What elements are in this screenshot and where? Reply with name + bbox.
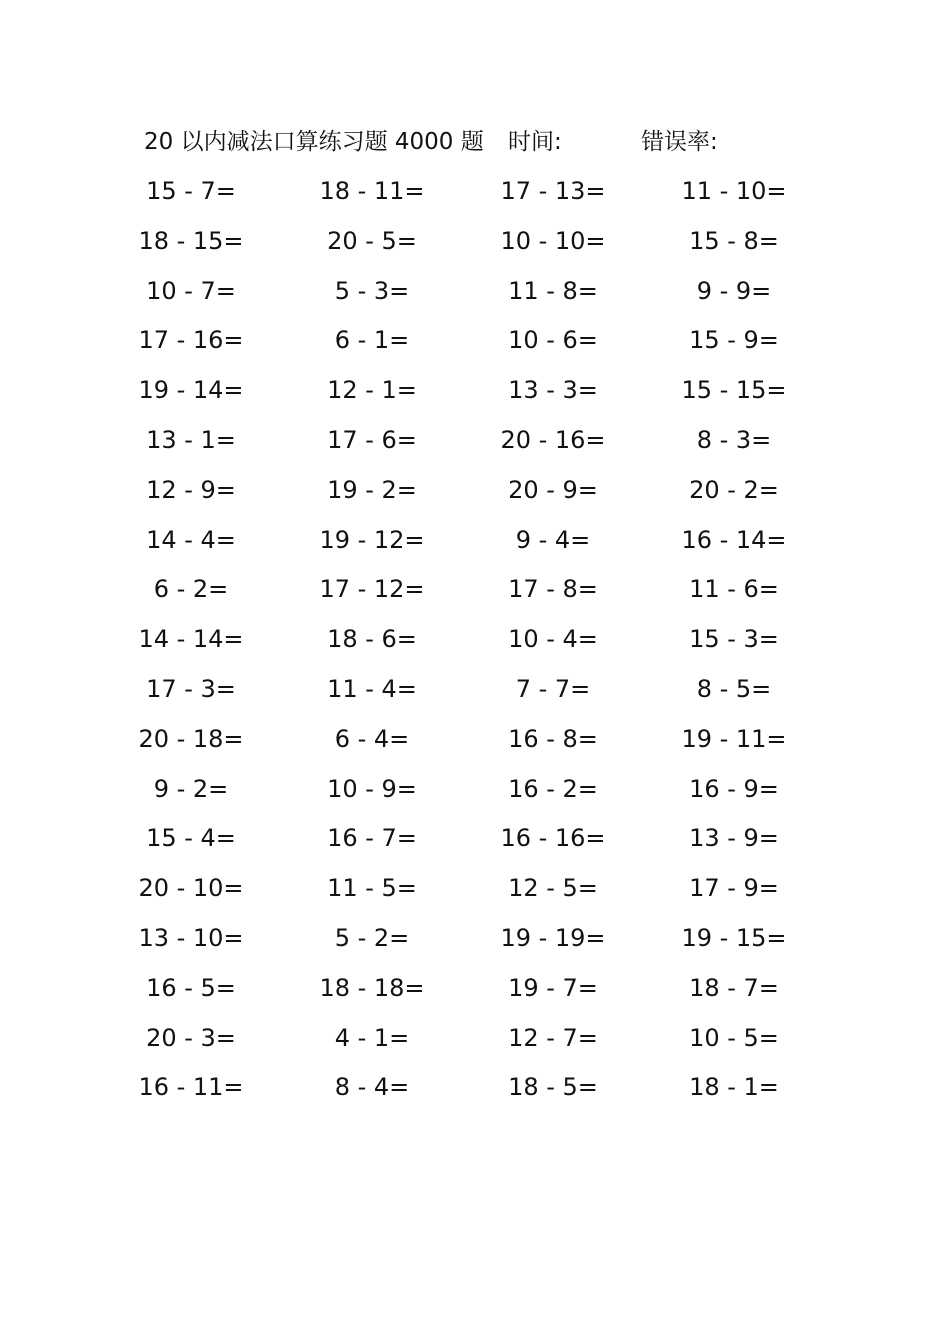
problem-item: 15 - 7=	[146, 177, 236, 205]
problem-item: 16 - 8=	[508, 724, 598, 753]
problem-item: 19 - 14=	[138, 376, 244, 405]
problem-item: 14 - 4=	[146, 525, 236, 554]
problem-item: 12 - 9=	[146, 475, 236, 504]
problem-grid	[0, 172, 950, 1118]
problem-item: 16 - 5=	[146, 973, 236, 1002]
problem-item: 13 - 9=	[689, 824, 779, 853]
problem-item: 16 - 9=	[689, 774, 779, 803]
problem-item: 17 - 12=	[319, 575, 425, 604]
problem-item: 18 - 1=	[689, 1073, 779, 1102]
worksheet-header	[144, 124, 844, 160]
problem-row	[0, 1068, 950, 1118]
problem-item: 15 - 15=	[681, 376, 787, 405]
problem-item: 5 - 3=	[334, 276, 410, 305]
problem-item: 20 - 5=	[327, 226, 417, 255]
problem-item: 9 - 9=	[696, 276, 772, 305]
worksheet-title: 20 以内减法口算练习题 4000 题	[144, 129, 484, 155]
problem-item: 19 - 15=	[681, 923, 787, 952]
problem-item: 17 - 6=	[327, 425, 417, 454]
problem-row	[0, 272, 950, 322]
problem-item: 15 - 4=	[146, 824, 236, 853]
problem-item: 20 - 3=	[146, 1023, 236, 1052]
problem-item: 11 - 8=	[508, 276, 598, 305]
problem-row	[0, 720, 950, 770]
problem-item: 20 - 2=	[689, 475, 779, 504]
problem-row	[0, 172, 950, 222]
problem-item: 16 - 14=	[681, 525, 787, 554]
problem-item: 19 - 11=	[681, 724, 787, 753]
problem-item: 11 - 10=	[681, 177, 787, 205]
problem-row	[0, 670, 950, 720]
problem-item: 15 - 3=	[689, 625, 779, 654]
problem-item: 19 - 2=	[327, 475, 417, 504]
problem-row	[0, 1019, 950, 1069]
problem-item: 10 - 4=	[508, 625, 598, 654]
problem-item: 8 - 4=	[334, 1073, 410, 1102]
problem-item: 12 - 5=	[508, 874, 598, 903]
problem-item: 16 - 2=	[508, 774, 598, 803]
problem-item: 12 - 1=	[327, 376, 417, 405]
problem-item: 17 - 8=	[508, 575, 598, 604]
problem-item: 19 - 7=	[508, 973, 598, 1002]
problem-item: 10 - 6=	[508, 326, 598, 355]
problem-item: 17 - 3=	[146, 674, 236, 703]
problem-item: 8 - 5=	[696, 674, 772, 703]
problem-item: 20 - 10=	[138, 874, 244, 903]
problem-item: 13 - 10=	[138, 923, 244, 952]
problem-item: 20 - 18=	[138, 724, 244, 753]
problem-item: 10 - 5=	[689, 1023, 779, 1052]
problem-row	[0, 919, 950, 969]
problem-row	[0, 521, 950, 571]
problem-item: 10 - 9=	[327, 774, 417, 803]
problem-item: 16 - 7=	[327, 824, 417, 853]
problem-item: 15 - 9=	[689, 326, 779, 355]
problem-item: 6 - 2=	[153, 575, 229, 604]
problem-item: 9 - 4=	[515, 525, 591, 554]
problem-item: 10 - 7=	[146, 276, 236, 305]
problem-row	[0, 969, 950, 1019]
problem-item: 18 - 7=	[689, 973, 779, 1002]
problem-item: 11 - 6=	[689, 575, 779, 604]
problem-item: 13 - 1=	[146, 425, 236, 454]
problem-item: 11 - 5=	[327, 874, 417, 903]
problem-item: 16 - 11=	[138, 1073, 244, 1102]
problem-item: 17 - 13=	[500, 177, 606, 205]
problem-row	[0, 819, 950, 869]
problem-item: 17 - 9=	[689, 874, 779, 903]
problem-item: 19 - 12=	[319, 525, 425, 554]
problem-item: 4 - 1=	[334, 1023, 410, 1052]
problem-item: 19 - 19=	[500, 923, 606, 952]
problem-row	[0, 421, 950, 471]
problem-row	[0, 869, 950, 919]
problem-item: 16 - 16=	[500, 824, 606, 853]
problem-item: 20 - 16=	[500, 425, 606, 454]
problem-item: 18 - 6=	[327, 625, 417, 654]
problem-item: 8 - 3=	[696, 425, 772, 454]
problem-row	[0, 471, 950, 521]
problem-item: 6 - 4=	[334, 724, 410, 753]
problem-item: 15 - 8=	[689, 226, 779, 255]
problem-item: 20 - 9=	[508, 475, 598, 504]
problem-item: 12 - 7=	[508, 1023, 598, 1052]
problem-item: 13 - 3=	[508, 376, 598, 405]
problem-item: 11 - 4=	[327, 674, 417, 703]
problem-row	[0, 371, 950, 421]
problem-item: 17 - 16=	[138, 326, 244, 355]
error-rate-label: 错误率:	[641, 129, 718, 155]
problem-item: 18 - 18=	[319, 973, 425, 1002]
problem-item: 7 - 7=	[515, 674, 591, 703]
problem-item: 18 - 11=	[319, 177, 425, 205]
problem-item: 10 - 10=	[500, 226, 606, 255]
problem-item: 18 - 15=	[138, 226, 244, 255]
problem-item: 9 - 2=	[153, 774, 229, 803]
problem-item: 6 - 1=	[334, 326, 410, 355]
time-label: 时间:	[508, 129, 562, 155]
problem-row	[0, 222, 950, 272]
problem-row	[0, 321, 950, 371]
problem-row	[0, 770, 950, 820]
problem-item: 14 - 14=	[138, 625, 244, 654]
problem-row	[0, 620, 950, 670]
problem-item: 18 - 5=	[508, 1073, 598, 1102]
problem-row	[0, 570, 950, 620]
problem-item: 5 - 2=	[334, 923, 410, 952]
